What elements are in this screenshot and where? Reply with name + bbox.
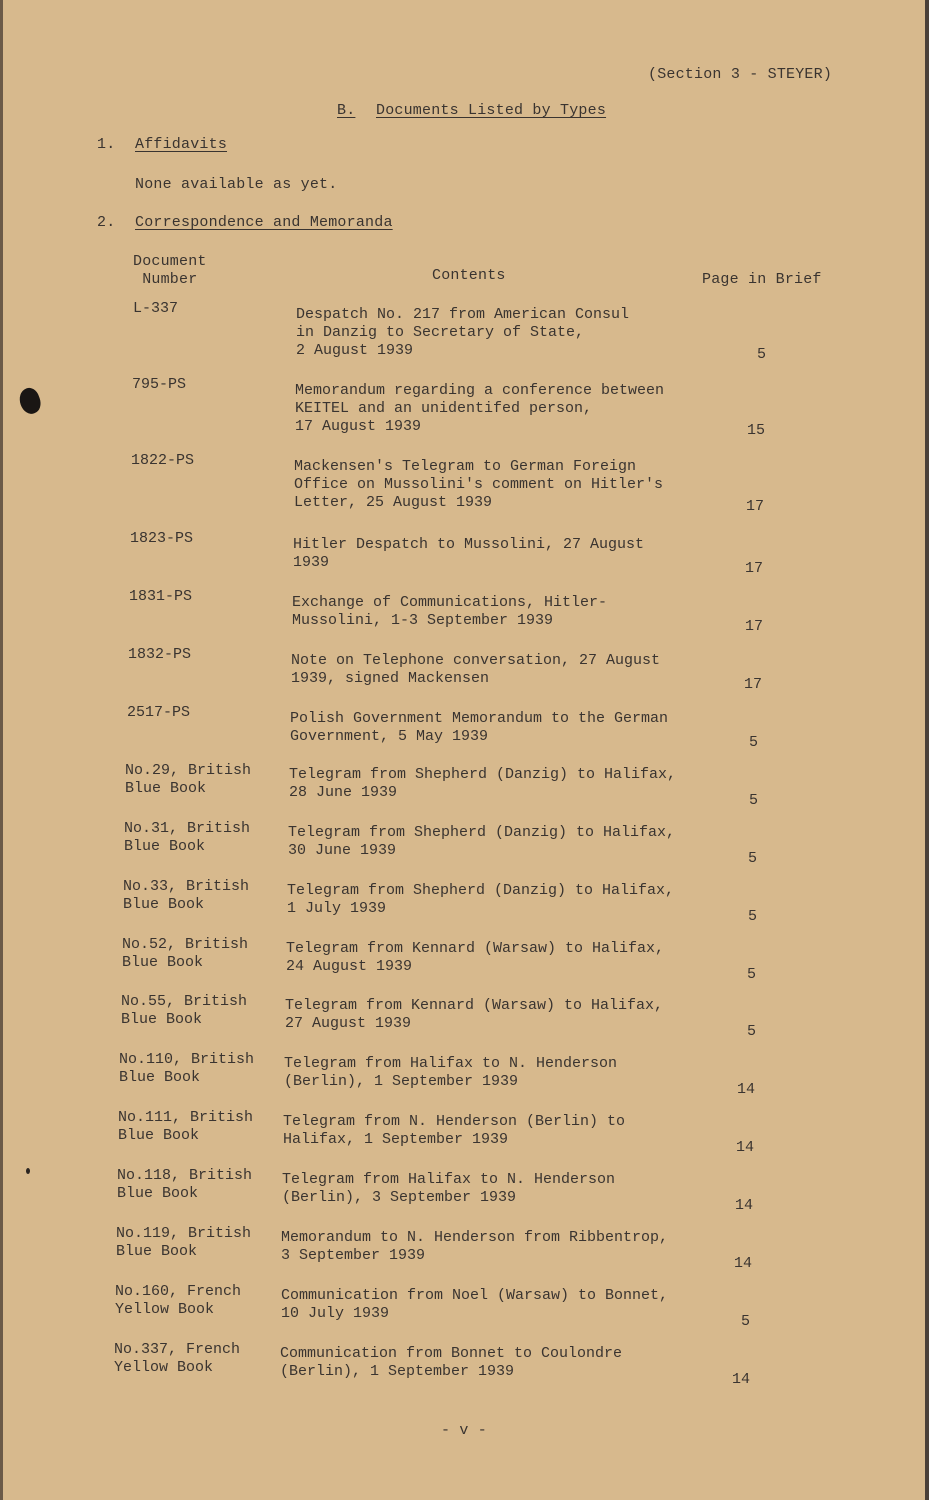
document-contents: Hitler Despatch to Mussolini, 27 August 1939 [293,536,645,571]
document-number: No.29, British Blue Book [125,762,252,797]
page-in-brief: 5 [749,734,759,751]
document-contents: Telegram from Shepherd (Danzig) to Halifax, 30 June 1939 [288,824,676,859]
ink-blot [16,385,44,416]
document-contents: Mackensen's Telegram to German Foreign Office on Mussolini's comment on Hitler's Letter, 25 August 1939 [294,458,664,511]
document-contents: Telegram from Kennard (Warsaw) to Halifax, 27 August 1939 [285,997,664,1032]
document-number: 1831-PS [129,588,193,605]
document-number: No.337, French Yellow Book [114,1341,241,1376]
document-number: No.55, British Blue Book [121,993,248,1028]
document-contents: Communication from Noel (Warsaw) to Bonnet, 10 July 1939 [281,1287,669,1322]
document-contents: Memorandum regarding a conference between KEITEL and an unidentifed person, 17 August 1939 [295,382,665,435]
section-1-number: 1. [97,136,116,153]
document-number: 795-PS [132,376,187,393]
page-in-brief: 5 [747,1023,757,1040]
column-header-document-number: Document Number [133,253,207,288]
page-in-brief: 17 [745,560,764,577]
document-number: No.33, British Blue Book [123,878,250,913]
document-contents: Exchange of Communications, Hitler- Mussolini, 1-3 September 1939 [292,594,608,629]
page-in-brief: 5 [748,850,758,867]
document-contents: Telegram from Shepherd (Danzig) to Halifax, 1 July 1939 [287,882,675,917]
document-number: No.119, British Blue Book [116,1225,252,1260]
page-in-brief: 17 [745,618,764,635]
document-number: No.118, British Blue Book [117,1167,253,1202]
page-in-brief: 14 [736,1139,755,1156]
ink-speck [26,1168,30,1174]
page-in-brief: 14 [737,1081,756,1098]
document-contents: Telegram from Halifax to N. Henderson (Berlin), 1 September 1939 [284,1055,618,1090]
document-number: No.110, British Blue Book [119,1051,255,1086]
document-number: L-337 [133,300,179,317]
document-contents: Telegram from Kennard (Warsaw) to Halifax, 24 August 1939 [286,940,665,975]
document-number: 1832-PS [128,646,192,663]
document-number: 2517-PS [127,704,191,721]
document-contents: Note on Telephone conversation, 27 August 1939, signed Mackensen [291,652,661,687]
column-header-contents: Contents [432,267,506,284]
section-2-title: Correspondence and Memoranda [135,214,393,231]
document-contents: Communication from Bonnet to Coulondre (Berlin), 1 September 1939 [280,1345,623,1380]
heading-letter: B. [337,102,356,119]
document-number: No.111, British Blue Book [118,1109,254,1144]
page-right-edge [925,0,929,1500]
document-contents: Polish Government Memorandum to the German Government, 5 May 1939 [290,710,669,745]
page-in-brief: 15 [747,422,766,439]
page-in-brief: 5 [747,966,757,983]
document-number: 1822-PS [131,452,195,469]
page-in-brief: 14 [732,1371,751,1388]
document-number: No.160, French Yellow Book [115,1283,242,1318]
document-contents: Despatch No. 217 from American Consul in Danzig to Secretary of State, 2 August 1939 [296,306,630,359]
page-in-brief: 5 [748,908,758,925]
column-header-page: Page in Brief [702,271,822,288]
page-number: - v - [441,1422,488,1439]
page-left-edge [0,0,3,1500]
page-in-brief: 5 [741,1313,751,1330]
page-in-brief: 14 [735,1197,754,1214]
page-title: Documents Listed by Types [376,102,607,119]
section-2-number: 2. [97,214,116,231]
section-reference: (Section 3 - STEYER) [648,66,833,83]
page-in-brief: 14 [734,1255,753,1272]
document-contents: Telegram from Shepherd (Danzig) to Halifax, 28 June 1939 [289,766,677,801]
section-1-note: None available as yet. [135,176,338,193]
page-in-brief: 17 [744,676,763,693]
document-number: No.52, British Blue Book [122,936,249,971]
document-contents: Telegram from N. Henderson (Berlin) to Halifax, 1 September 1939 [283,1113,626,1148]
document-number: 1823-PS [130,530,194,547]
document-number: No.31, British Blue Book [124,820,251,855]
section-1-title: Affidavits [135,136,228,153]
document-contents: Telegram from Halifax to N. Henderson (Berlin), 3 September 1939 [282,1171,616,1206]
page-in-brief: 17 [746,498,765,515]
page-in-brief: 5 [757,346,767,363]
page-in-brief: 5 [749,792,759,809]
document-contents: Memorandum to N. Henderson from Ribbentrop, 3 September 1939 [281,1229,669,1264]
